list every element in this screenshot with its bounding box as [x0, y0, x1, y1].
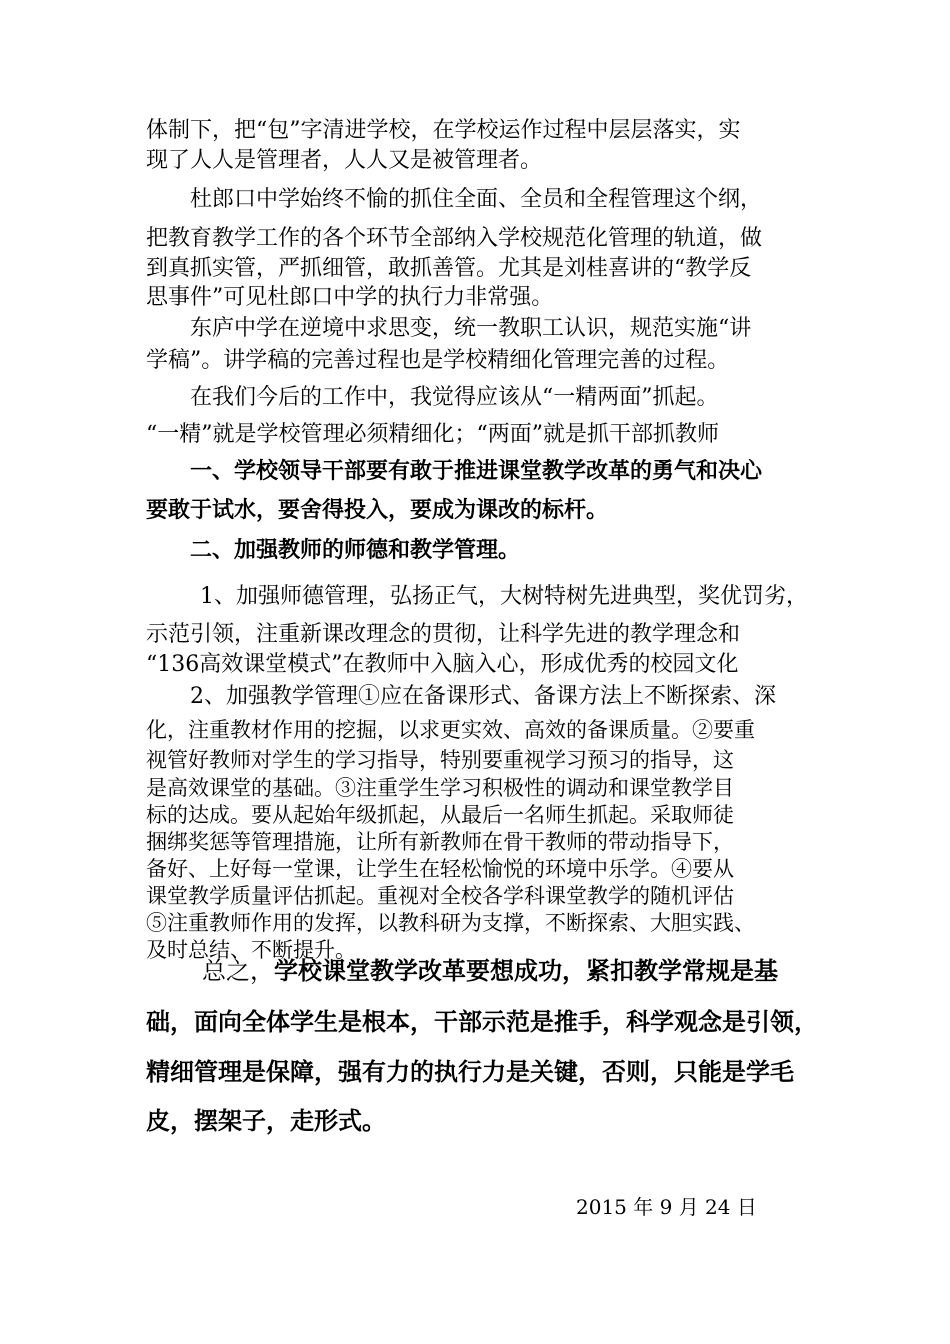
body-line: 课堂教学质量评估抓起。重视对全校各学科课堂教学的随机评估 — [146, 884, 734, 908]
body-line: “136高效课堂模式”在教师中入脑入心，形成优秀的校园文化 — [146, 652, 739, 677]
heading-1-continued: 要敢于试水，要舍得投入，要成为课改的标杆。 — [146, 497, 609, 523]
body-line: 示范引领，注重新课改理念的贯彻，让科学先进的教学理念和 — [146, 622, 741, 647]
body-line: 把教育教学工作的各个环节全部纳入学校规范化管理的轨道，做 — [146, 226, 763, 251]
body-line: 1、加强师德管理，弘扬正气，大树特树先进典型，奖优罚劣， — [200, 584, 808, 609]
summary-line-1 — [202, 956, 778, 986]
heading-2: 二、加强教师的师德和教学管理。 — [190, 537, 521, 563]
body-line: 在我们今后的工作中，我觉得应该从“一精两面”抓起。 — [190, 385, 719, 410]
body-line: 学稿”。讲学稿的完善过程也是学校精细化管理完善的过程。 — [146, 348, 730, 373]
body-line: 现了人人是管理者，人人又是被管理者。 — [146, 148, 543, 173]
body-line: 及时总结、不断提升。 — [146, 938, 356, 962]
summary-line-2: 础，面向全体学生是根本，干部示范是推手，科学观念是引领， — [146, 1007, 818, 1036]
body-line: 捆绑奖惩等管理措施，让所有新教师在骨干教师的带动指导下， — [146, 830, 734, 854]
heading-1: 一、学校领导干部要有敢于推进课堂教学改革的勇气和决心 — [190, 458, 763, 484]
body-line: 是高效课堂的基础。③注重学生学习积极性的调动和课堂教学目 — [146, 776, 734, 800]
body-line: 到真抓实管，严抓细管，敢抓善管。尤其是刘桂喜讲的“教学反 — [146, 256, 752, 281]
document-date: 2015 年 9 月 24 日 — [576, 1195, 757, 1219]
summary-lead: 总之， — [202, 957, 274, 985]
body-line: 2、加强教学管理①应在备课形式、备课方法上不断探索、深 — [190, 684, 776, 709]
body-line: 东庐中学在逆境中求思变，统一教职工认识，规范实施“讲 — [190, 316, 752, 341]
body-line: ⑤注重教师作用的发挥，以教科研为支撑，不断探索、大胆实践、 — [146, 911, 755, 935]
summary-text: 学校课堂教学改革要想成功，紧扣教学常规是基 — [274, 956, 778, 985]
body-line: 体制下，把“包”字清进学校，在学校运作过程中层层落实，实 — [146, 118, 741, 143]
body-line: 标的达成。要从起始年级抓起，从最后一名师生抓起。采取师徒 — [146, 803, 734, 827]
body-line: 杜郎口中学始终不愉的抓住全面、全员和全程管理这个纲， — [190, 187, 763, 212]
body-line: 化，注重教材作用的挖掘，以求更实效、高效的备课质量。②要重 — [146, 718, 755, 742]
summary-line-3: 精细管理是保障，强有力的执行力是关键，否则，只能是学毛 — [146, 1057, 794, 1086]
body-line: 备好、上好每一堂课，让学生在轻松愉悦的环境中乐学。④要从 — [146, 857, 734, 881]
body-line: 思事件”可见杜郎口中学的执行力非常强。 — [146, 285, 554, 310]
summary-line-4: 皮，摆架子，走形式。 — [146, 1106, 386, 1135]
body-line: “一精”就是学校管理必须精细化；“两面”就是抓干部抓教师 — [146, 422, 719, 447]
body-line: 视管好教师对学生的学习指导，特别要重视学习预习的指导，这 — [146, 748, 734, 772]
